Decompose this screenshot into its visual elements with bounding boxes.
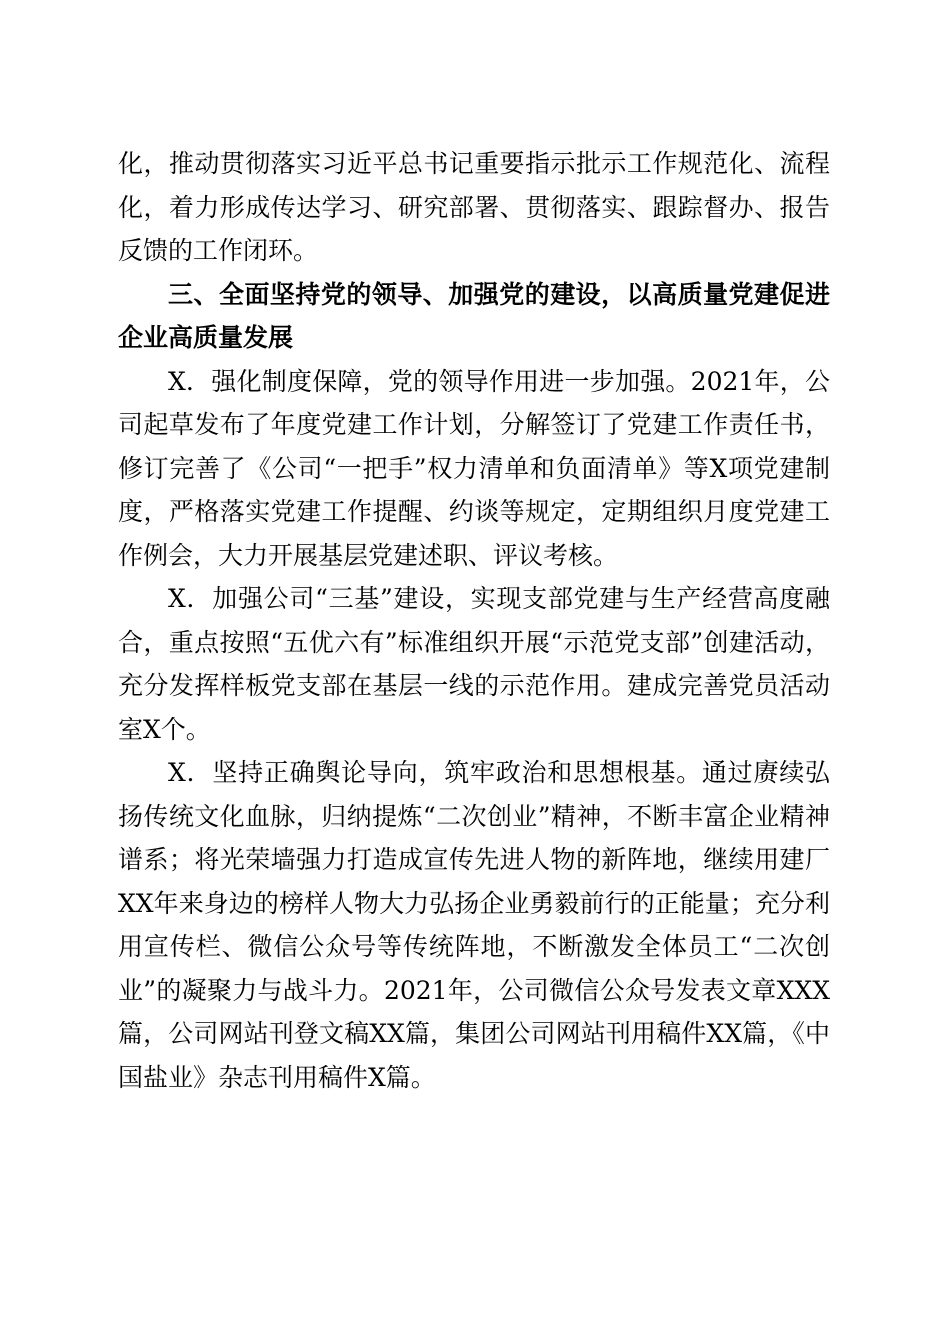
body-paragraph-2: X．加强公司“三基”建设，实现支部党建与生产经营高度融合，重点按照“五优六有”标准组织开展“示范党支部”创建活动，充分发挥样板党支部在基层一线的示范作用。建成完善党员活动室X个。	[118, 584, 830, 744]
body-paragraph-3: X．坚持正确舆论导向，筑牢政治和思想根基。通过赓续弘扬传统文化血脉，归纳提炼“二次创业”精神，不断丰富企业精神谱系；将光荣墙强力打造成宣传先进人物的新阵地，继续用建厂XX年来身边的榜样人物大力弘扬企业勇毅前行的正能量；充分利用宣传栏、微信公众号等传统阵地，不断激发全体员工“二次创业”的凝聚力与战斗力。2021年，公司微信公众号发表文章XXX篇，公司网站刊登文稿XX篇，集团公司网站刊用稿件XX篇，《中国盐业》杂志刊用稿件X篇。	[118, 758, 830, 1092]
section-heading: 三、全面坚持党的领导、加强党的建设，以高质量党建促进企业高质量发展	[118, 279, 830, 352]
body-paragraph-1: X．强化制度保障，党的领导作用进一步加强。2021年，公司起草发布了年度党建工作计划，分解签订了党建工作责任书，修订完善了《公司“一把手”权力清单和负面清单》等X项党建制度，严格落实党建工作提醒、约谈等规定，定期组织月度党建工作例会，大力开展基层党建述职、评议考核。	[118, 366, 830, 570]
document-body	[118, 142, 830, 1099]
continued-paragraph: 化，推动贯彻落实习近平总书记重要指示批示工作规范化、流程化，着力形成传达学习、研究部署、贯彻落实、跟踪督办、报告反馈的工作闭环。	[118, 149, 830, 265]
